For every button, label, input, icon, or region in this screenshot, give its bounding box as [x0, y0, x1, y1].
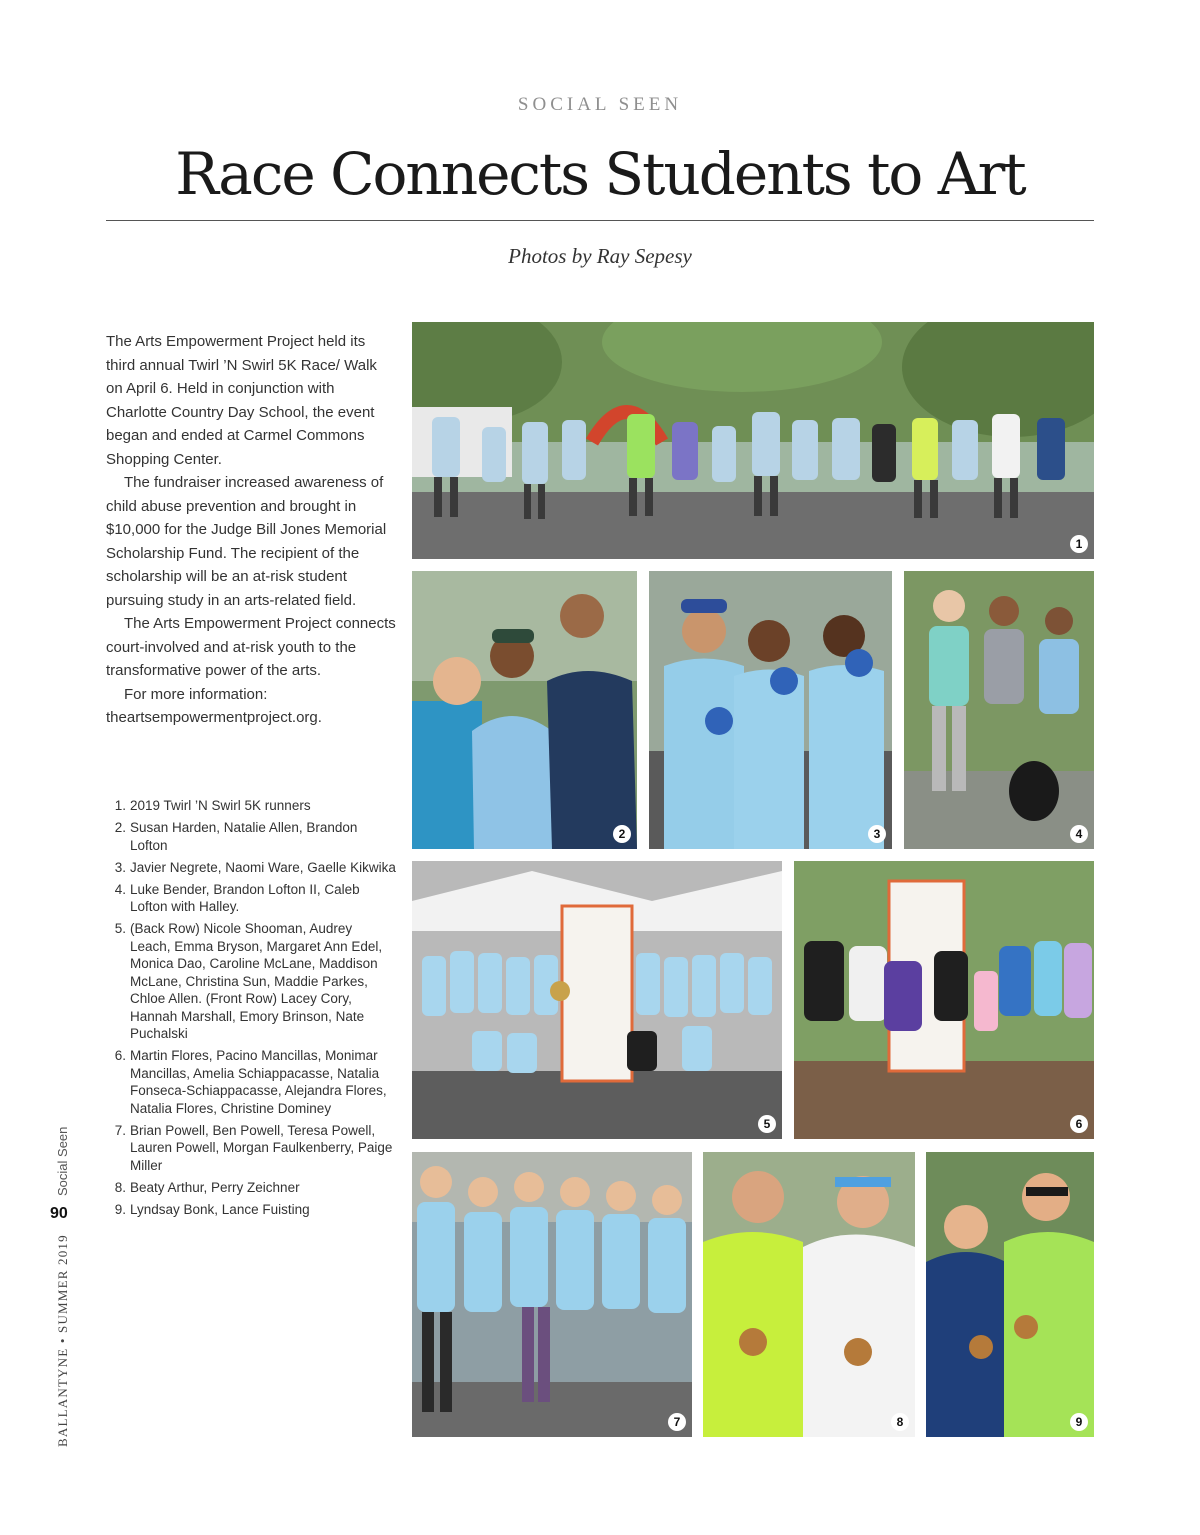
- photo-number-badge: 4: [1070, 825, 1088, 843]
- photo-group-6: [794, 861, 1094, 1139]
- photo-number-badge: 3: [868, 825, 886, 843]
- intro-website: theartsempowermentproject.org.: [106, 709, 322, 726]
- caption-text: Susan Harden, Natalie Allen, Brandon Lofton: [130, 820, 358, 853]
- photo-group-5: [412, 861, 782, 1139]
- caption-number: 5.: [114, 921, 126, 936]
- caption-text: Beaty Arthur, Perry Zeichner: [130, 1179, 300, 1195]
- photo-number-badge: 8: [891, 1413, 909, 1431]
- caption-text: Brian Powell, Ben Powell, Teresa Powell, Lauren Powell, Morgan Faulkenberry, Paige Miller: [130, 1122, 393, 1173]
- caption-text: Javier Negrete, Naomi Ware, Gaelle Kikwika: [130, 859, 396, 875]
- photo-number-badge: 6: [1070, 1115, 1088, 1133]
- caption-item: [106, 797, 396, 815]
- caption-item: [106, 1122, 396, 1175]
- photo-race-runners: [412, 322, 1094, 559]
- caption-item: [106, 881, 396, 916]
- caption-number: 2.: [114, 820, 126, 835]
- title-divider: [106, 220, 1094, 221]
- photo-pair-9: [926, 1152, 1094, 1437]
- photo-group-7: [412, 1152, 692, 1437]
- section-label: Social Seen: [55, 1126, 70, 1196]
- caption-item: [106, 1179, 396, 1197]
- caption-item: [106, 920, 396, 1043]
- photo-captions: [106, 797, 396, 1223]
- caption-number: 9.: [114, 1201, 126, 1217]
- photo-number-badge: 2: [613, 825, 631, 843]
- caption-item: [106, 819, 396, 854]
- caption-text: Lyndsay Bonk, Lance Fuisting: [130, 1201, 310, 1217]
- intro-text: [106, 330, 396, 730]
- caption-text: (Back Row) Nicole Shooman, Audrey Leach, Emma Bryson, Margaret Ann Edel, Monica Dao, Caroline McLane, Maddison McLane, Christina Sun, Maddie Parkes, Chloe Allen. (Front Row) Lacey Cory, Hannah Marshall, Emory Brinson, Nate Puchalski: [130, 921, 383, 1041]
- photo-trio-3: [649, 571, 892, 849]
- magazine-label-vertical: [54, 1232, 72, 1447]
- magazine-issue: BALLANTYNE • SUMMER 2019: [55, 1234, 70, 1447]
- caption-text: Martin Flores, Pacino Mancillas, Monimar Mancillas, Amelia Schiappacasse, Natalia Fonseca-Schiappacasse, Alejandra Flores, Natalia Flores, Christine Dominey: [130, 1048, 387, 1116]
- caption-number: 7.: [114, 1122, 126, 1138]
- intro-paragraph-4: For more information:: [124, 685, 268, 703]
- caption-item: [106, 859, 396, 877]
- caption-text: Luke Bender, Brandon Lofton II, Caleb Lofton with Halley.: [130, 881, 360, 914]
- section-kicker: SOCIAL SEEN: [517, 94, 683, 115]
- caption-number: 4.: [114, 881, 126, 897]
- caption-item: [106, 1047, 396, 1117]
- caption-item: [106, 1201, 396, 1219]
- photo-number-badge: 9: [1070, 1413, 1088, 1431]
- section-label-vertical: [54, 1118, 72, 1196]
- intro-paragraph-3: The Arts Empowerment Project connects court-involved and at-risk youth to the transformative power of the arts.: [106, 615, 396, 679]
- intro-paragraph-2: The fundraiser increased awareness of child abuse prevention and brought in $10,000 for the Judge Bill Jones Memorial Scholarship Fund. The recipient of the scholarship will be an at-risk student pursuing study in an arts-related field.: [106, 474, 387, 609]
- caption-number: 6.: [114, 1048, 126, 1063]
- photo-credit: Photos by Ray Sepesy: [508, 244, 692, 268]
- photo-number-badge: 1: [1070, 535, 1088, 553]
- photo-number-badge: 7: [668, 1413, 686, 1431]
- caption-number: 3.: [114, 859, 126, 875]
- photo-number-badge: 5: [758, 1115, 776, 1133]
- caption-number: 8.: [114, 1179, 126, 1195]
- page-title: Race Connects Students to Art: [175, 140, 1025, 208]
- photo-trio-2: [412, 571, 637, 849]
- page-number: 90: [50, 1205, 68, 1222]
- photo-pair-8: [703, 1152, 915, 1437]
- caption-number: 1.: [114, 798, 126, 813]
- caption-text: 2019 Twirl ’N Swirl 5K runners: [130, 798, 311, 813]
- intro-paragraph-1: The Arts Empowerment Project held its third annual Twirl ’N Swirl 5K Race/ Walk on April 6. Held in conjunction with Charlotte Country Day School, the event began and ended at Carmel Commons Shopping Center.: [106, 333, 377, 468]
- photo-trio-4: [904, 571, 1094, 849]
